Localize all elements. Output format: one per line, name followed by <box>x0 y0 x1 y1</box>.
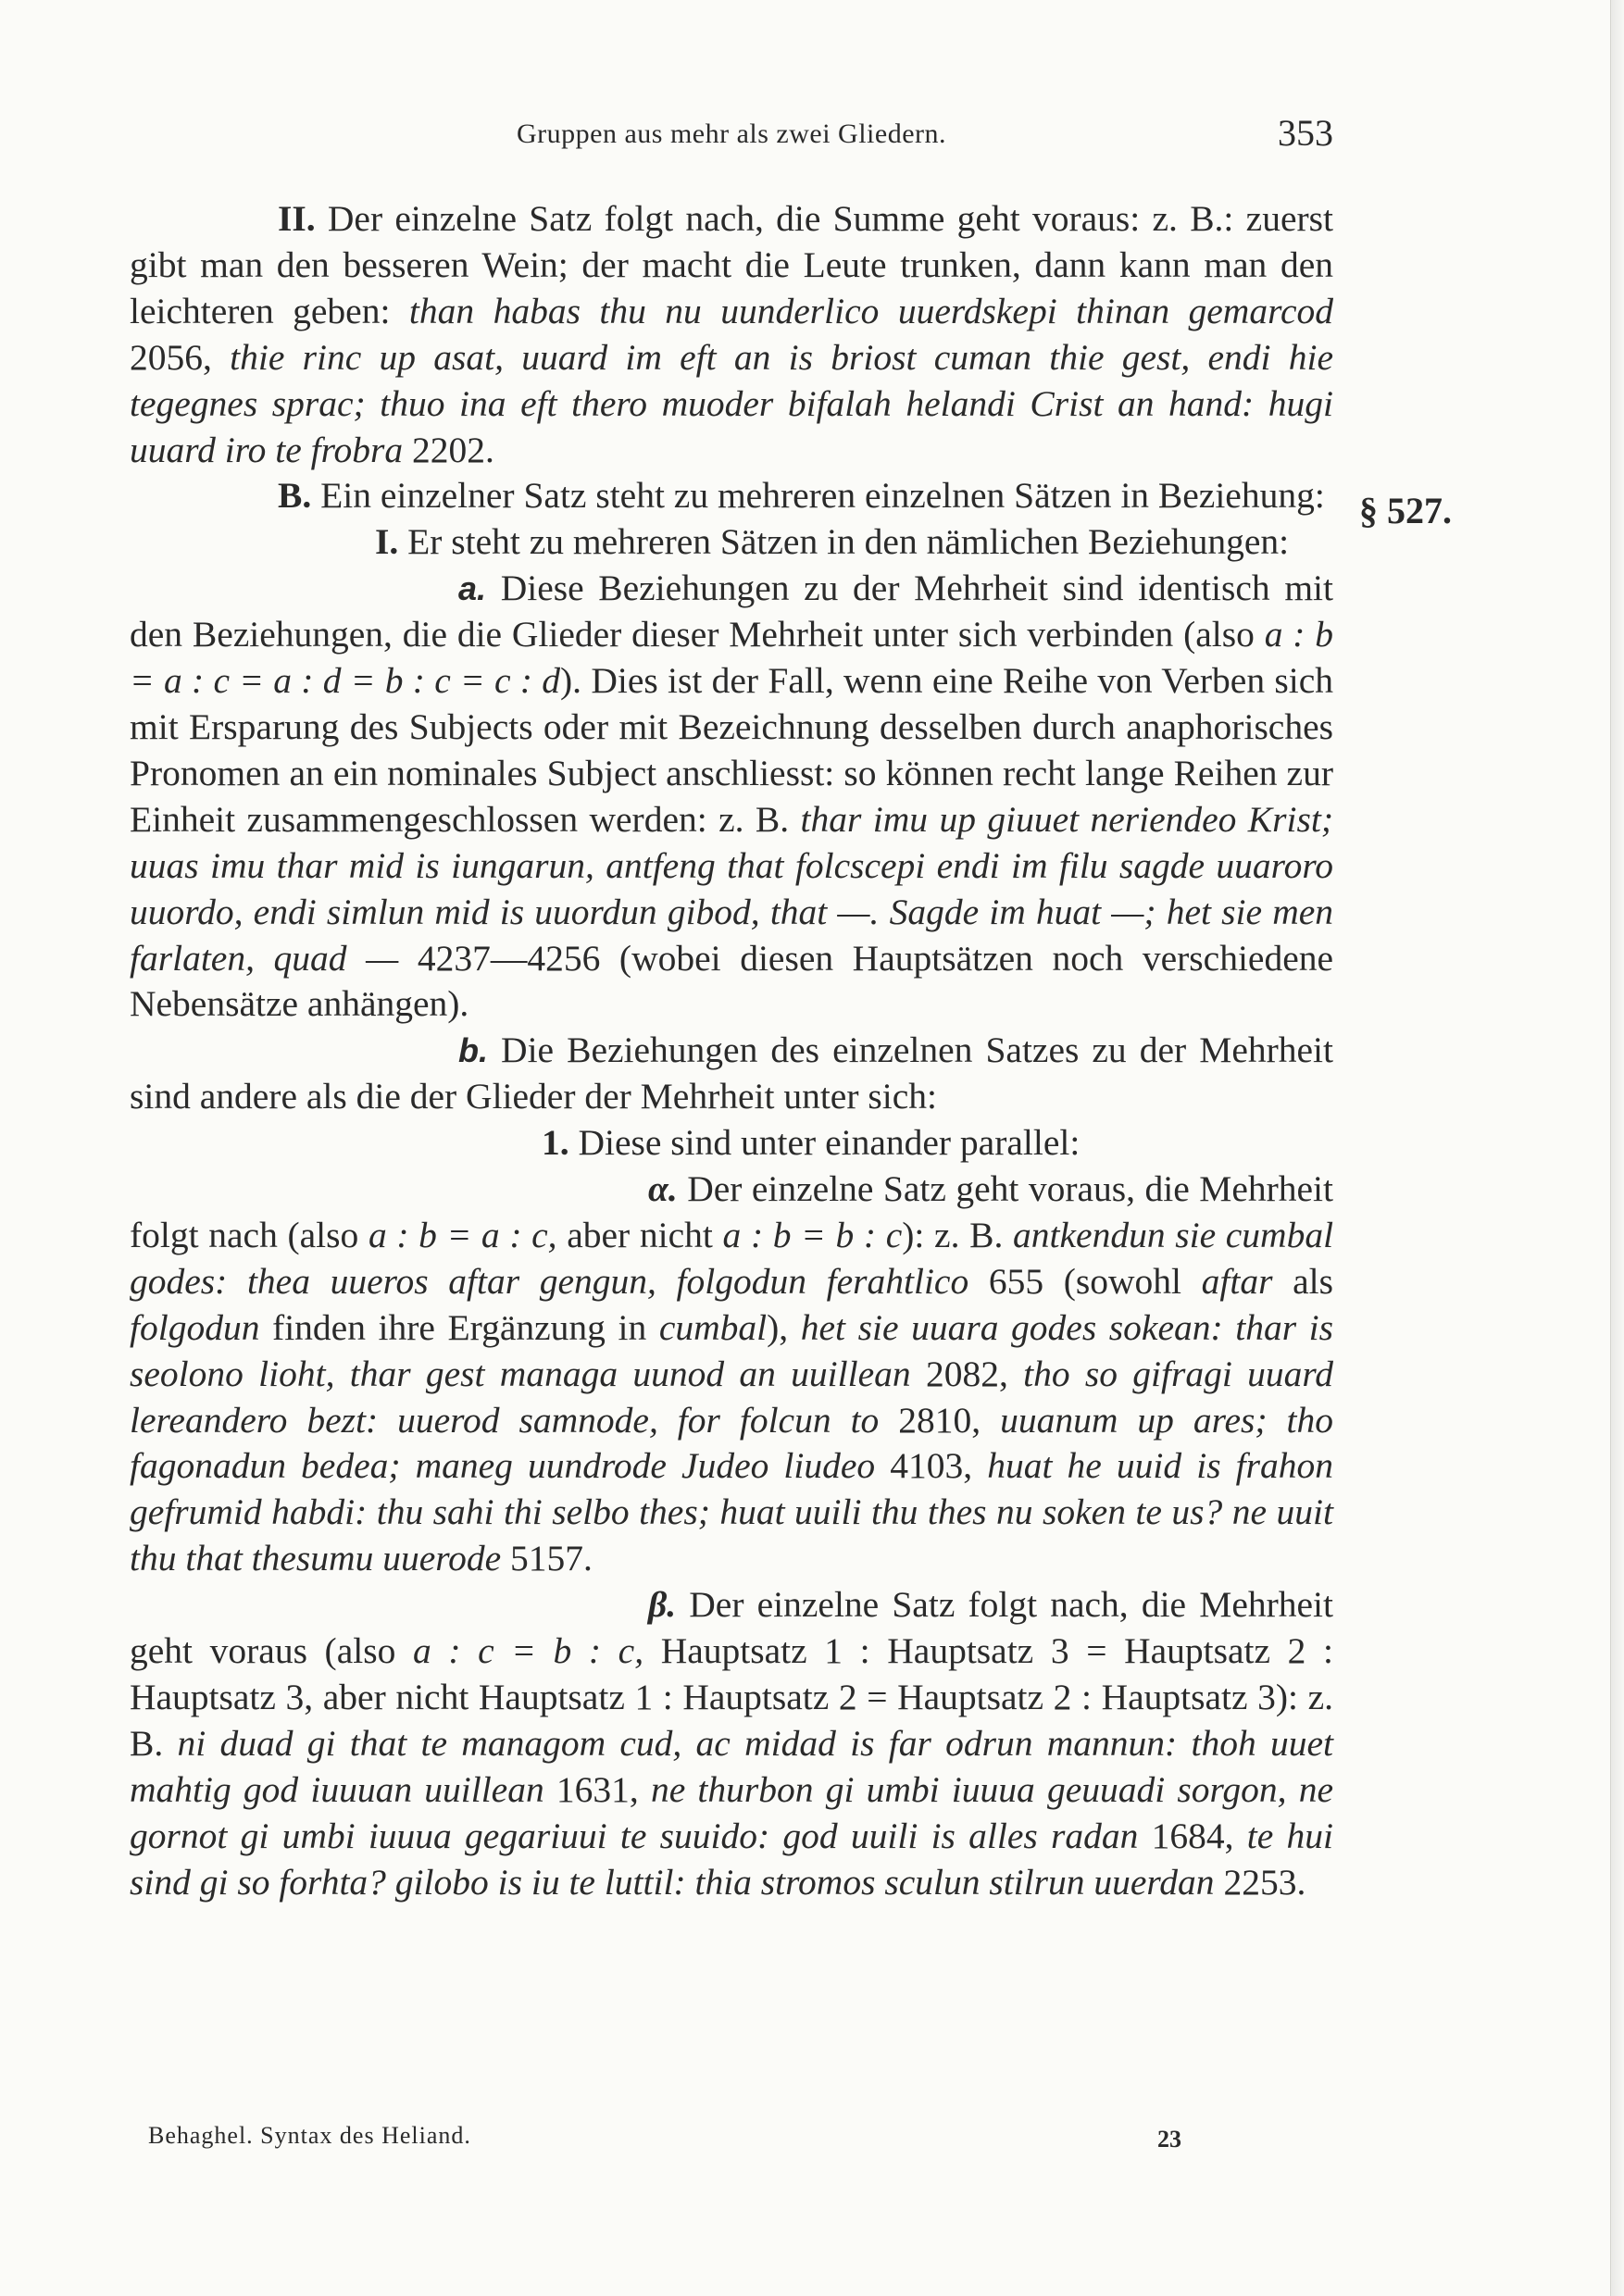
heliand-quote: ni duad gi that te managom cud, ac midad is far odrun mannun: thoh uuet mahtig god iuuuan uuillean <box>130 1722 1333 1810</box>
paragraph-i <box>130 519 1333 566</box>
heliand-quote: tho so gifragi uuard lereandero bezt: uuerod samnode, for folcun to <box>130 1353 1334 1441</box>
verse-number: 1631, <box>556 1768 639 1810</box>
verse-number: 2056, <box>130 336 212 378</box>
verse-number: 2253. <box>1223 1861 1306 1903</box>
heliand-quote: huat he uuid is frahon gefrumid habdi: thu sahi thi selbo thes; huat uuili thu thes nu soken te us? ne uuit thu that thesumu uuerode <box>130 1445 1334 1579</box>
paragraph-beta <box>130 1582 1333 1905</box>
verse-number: 4103, <box>890 1445 973 1487</box>
page-edge <box>1610 0 1624 2296</box>
paragraph-text: aber nicht <box>567 1214 713 1255</box>
paragraph-label: II. <box>278 198 316 239</box>
paragraph-text: als <box>1293 1260 1334 1302</box>
paragraph-text: Er steht zu mehreren Sätzen in den nämlichen Beziehungen: <box>407 521 1290 563</box>
running-title: Gruppen aus mehr als zwei Gliedern. <box>516 119 946 149</box>
page-footer <box>130 2122 1333 2159</box>
heliand-word: folgodun <box>130 1306 260 1348</box>
paragraph-alpha <box>130 1167 1333 1582</box>
paragraph-b-lower <box>130 1028 1333 1120</box>
formula: a : b = b : c <box>722 1214 903 1255</box>
paragraph-text: Der einzelne Satz geht voraus, die Mehrheit folgt nach (also <box>130 1168 1334 1255</box>
verse-number: 5157. <box>510 1538 593 1579</box>
heliand-quote: ne thurbon gi umbi iuuua geuuadi sorgon, ne gornot gi umbi iuuua gegariuui te suuido: god uuili is alles radan <box>130 1768 1333 1856</box>
verse-number: 2082, <box>925 1353 1008 1394</box>
formula: a : b = a : c = a : d = b : c = c : d <box>130 614 1333 702</box>
page-header <box>130 111 1333 167</box>
paragraph-label: I. <box>375 521 399 563</box>
paragraph-text: finden ihre Ergänzung in <box>272 1306 647 1348</box>
heliand-quote: uuanum up ares; tho fagonadun bedea; maneg uundrode Judeo liudeo <box>130 1399 1334 1487</box>
page-number: 353 <box>1278 112 1333 154</box>
formula: a : c = b : c, <box>412 1630 644 1672</box>
paragraph-text: Ein einzelner Satz steht zu mehreren einzelnen Sätzen in Beziehung: <box>320 475 1325 517</box>
heliand-word: aftar <box>1201 1260 1273 1302</box>
paragraph-label: α. <box>648 1168 678 1210</box>
paragraph-label: 1. <box>542 1122 569 1164</box>
verse-number: 1684, <box>1151 1815 1234 1856</box>
paragraph-text: ), <box>767 1306 789 1348</box>
paragraph-text: Die Beziehungen des einzelnen Satzes zu der Mehrheit sind andere als die der Glieder der Mehrheit unter sich: <box>130 1029 1333 1117</box>
heliand-quote: antkendun sie cumbal godes: thea uueros aftar gengun, folgodun ferahtlico <box>130 1214 1334 1302</box>
heliand-quote: te hui sind gi so forhta? gilobo is iu te luttil: thia stromos sculun stilrun uuerdan <box>130 1815 1333 1903</box>
paragraph-a <box>130 566 1333 1028</box>
paragraph-text: Diese Beziehungen zu der Mehrheit sind identisch mit den Beziehungen, die die Glieder dieser Mehrheit unter sich verbinden (also <box>130 568 1333 655</box>
footer-author: Behaghel. Syntax des Heliand. <box>148 2122 471 2149</box>
signature-mark: 23 <box>1157 2126 1181 2152</box>
heliand-word: cumbal <box>658 1306 768 1348</box>
verse-number: 2810, <box>898 1399 981 1441</box>
formula: a : b = a : c, <box>368 1214 557 1255</box>
paragraph-text: Der einzelne Satz folgt nach, die Mehrheit geht voraus (also <box>130 1584 1334 1672</box>
heliand-quote: thar imu up giuuet neriendeo Krist; uuas imu thar mid is iungarun, antfeng that folcscepi endi im filu sagde uuaroro uuordo, endi simlun mid is uuordun gibod, that —. Sagde im huat —; het sie men farlaten, quad — <box>130 798 1334 979</box>
heliand-quote: het sie uuara godes sokean: thar is seolono lioht, thar gest managa uunod an uuillean <box>130 1306 1333 1394</box>
paragraph-label: β. <box>648 1584 677 1626</box>
paragraph-text: ). Dies ist der Fall, wenn eine Reihe von Verben sich mit Ersparung des Subjects oder mit Bezeichnung desselben durch anaphorisches Pronomen an ein nominales Subject anschliesst: so können recht lange Reihen zur Einheit zusammengeschlossen werden: z. B. <box>130 660 1333 840</box>
paragraph-1 <box>130 1120 1333 1167</box>
paragraph-label: B. <box>278 475 312 517</box>
verse-number: 2202. <box>412 429 494 470</box>
paragraph-label: b. <box>458 1031 488 1070</box>
section-marginal-note: § 527. <box>1359 490 1452 531</box>
paragraph-text: 4237—4256 (wobei diesen Hauptsätzen noch verschiedene Nebensätze anhängen). <box>130 937 1334 1025</box>
page-body <box>130 196 1333 1906</box>
paragraph-text: ): z. B. <box>902 1214 1004 1255</box>
paragraph-label: a. <box>458 569 487 608</box>
paragraph-text: Der einzelne Satz folgt nach, die Summe geht voraus: z. B.: zuerst gibt man den besseren Wein; der macht die Leute trunken, dann kann man den leichteren geben: <box>130 198 1333 331</box>
book-page <box>130 111 1452 2240</box>
paragraph-text: Hauptsatz 1 : Hauptsatz 3 = Hauptsatz 2 : Hauptsatz 3, aber nicht Hauptsatz 1 : Hauptsatz 2 = Hauptsatz 2 : Hauptsatz 3): z. B. <box>130 1630 1334 1764</box>
paragraph-text: 655 (sowohl <box>988 1260 1182 1302</box>
paragraph-ii <box>130 196 1333 473</box>
heliand-quote: thie rinc up asat, uuard im eft an is briost cuman thie gest, endi hie tegegnes sprac; thuo ina eft thero muoder bifalah helandi Crist an hand: hugi uuard iro te frobra <box>130 336 1334 470</box>
heliand-quote: than habas thu nu uunderlico uuerdskepi thinan gemarcod <box>408 290 1334 331</box>
paragraph-text: Diese sind unter einander parallel: <box>578 1122 1081 1164</box>
paragraph-b <box>130 473 1333 519</box>
